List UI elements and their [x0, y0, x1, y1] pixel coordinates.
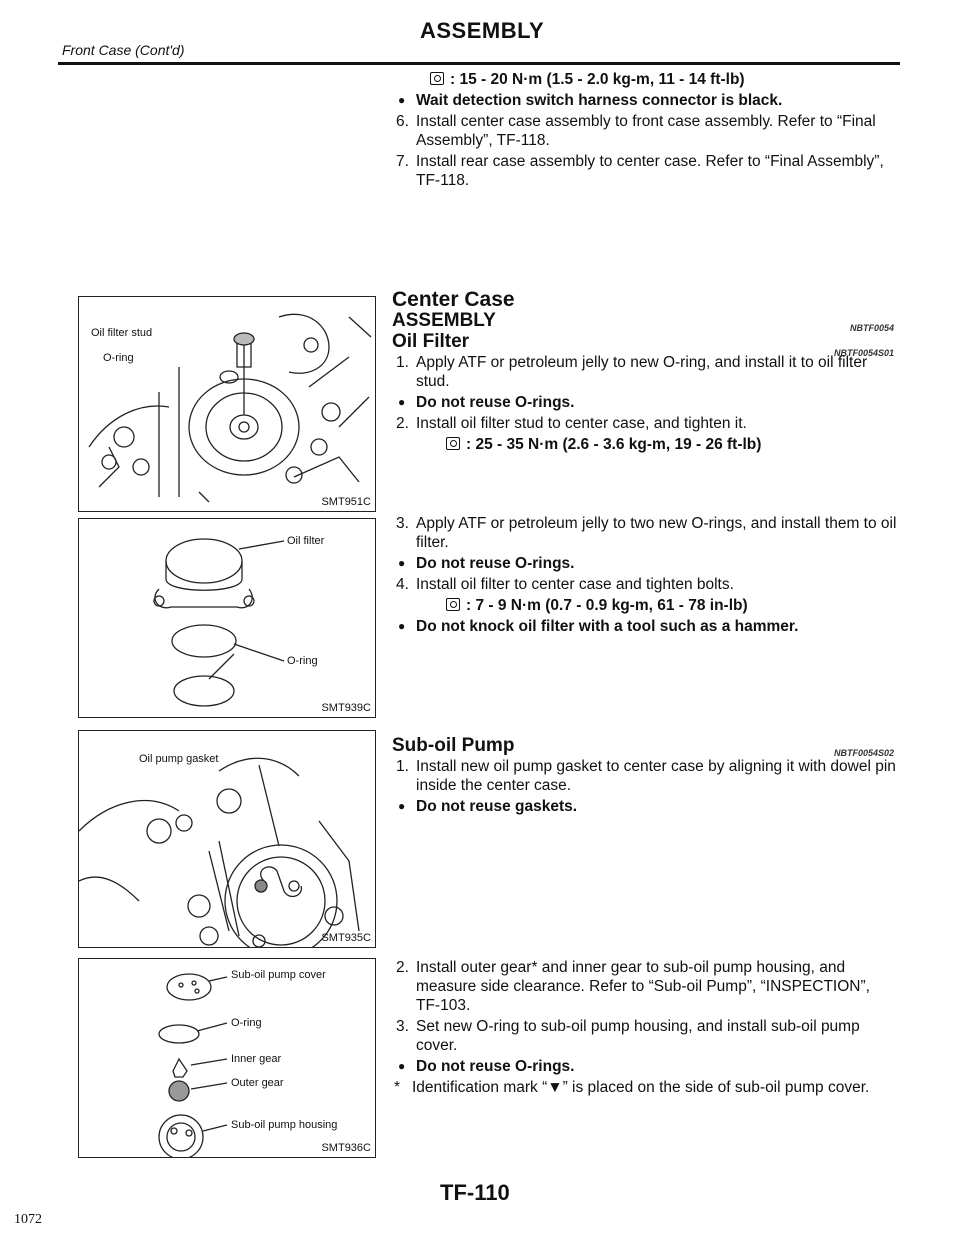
caution-bullet: ● Do not reuse O-rings. [398, 555, 575, 572]
step: 2. Install outer gear* and inner gear to sub-oil pump housing, and measure side clearance. Refer to “Sub-oil Pump”, “INSPECTION”, TF-103. [396, 959, 870, 1014]
figure-oil-pump-gasket [78, 730, 376, 948]
step: 7. Install rear case assembly to center case. Refer to “Final Assembly”, TF-118. [396, 153, 884, 189]
section-title: Center Case [392, 288, 515, 311]
label-oil-filter: Oil filter [287, 535, 325, 547]
torque-spec: : 25 - 35 N·m (2.6 - 3.6 kg-m, 19 - 26 ft-lb) [392, 435, 898, 454]
step: 3. Apply ATF or petroleum jelly to two new O-rings, and install them to oil filter. [396, 515, 897, 551]
top-block [392, 70, 898, 192]
sub-oil-pump-section [392, 736, 898, 818]
label-inner-gear: Inner gear [231, 1053, 282, 1065]
label-o-ring: O-ring [103, 352, 134, 364]
illustration-oil-filter [79, 519, 376, 718]
page-number: 1072 [14, 1212, 42, 1227]
step: 1. Install new oil pump gasket to center case by aligning it with dowel pin inside the center case. [396, 758, 896, 794]
step: 6. Install center case assembly to front case assembly. Refer to “Final Assembly”, TF-118. [396, 113, 876, 149]
label-outer-gear: Outer gear [231, 1077, 284, 1089]
label-sub-oil-pump-cover: Sub-oil pump cover [231, 969, 326, 981]
center-case-section [392, 290, 898, 456]
torque-spec: : 7 - 9 N·m (0.7 - 0.9 kg-m, 61 - 78 in-lb) [392, 596, 898, 615]
figure-ref: SMT936C [321, 1142, 371, 1154]
subsection-title: Oil Filter NBTF0054S01 [392, 331, 894, 358]
step: 2. Install oil filter stud to center case, and tighten it. [396, 415, 747, 432]
torque-wrench-icon [430, 72, 444, 85]
header-rule [58, 62, 900, 65]
footnote: * Identification mark “▼” is placed on the side of sub-oil pump cover. [394, 1079, 870, 1096]
caution-bullet: ● Wait detection switch harness connector is black. [398, 92, 783, 109]
caution-bullet: ● Do not reuse O-rings. [398, 1058, 575, 1075]
figure-oil-filter-stud [78, 296, 376, 512]
figure-ref: SMT939C [321, 702, 371, 714]
step: 1. Apply ATF or petroleum jelly to new O-ring, and install it to oil filter stud. [396, 354, 868, 390]
label-sub-oil-pump-housing: Sub-oil pump housing [231, 1119, 338, 1131]
oil-filter-steps [392, 514, 898, 638]
step: 4. Install oil filter to center case and tighten bolts. [396, 576, 734, 593]
label-o-ring: O-ring [231, 1017, 262, 1029]
running-header: Front Case (Cont'd) [62, 42, 185, 58]
figure-oil-filter [78, 518, 376, 718]
label-oil-filter-stud: Oil filter stud [91, 327, 153, 339]
figure-ref: SMT935C [321, 932, 371, 944]
label-o-ring: O-ring [287, 655, 318, 667]
page-title: ASSEMBLY [420, 18, 545, 43]
subsection-title: ASSEMBLY NBTF0054 [392, 310, 894, 333]
bolt-icon [446, 598, 460, 611]
caution-bullet: ● Do not knock oil filter with a tool such as a hammer. [398, 618, 799, 635]
illustration-oil-pump-gasket [79, 731, 376, 948]
sub-oil-pump-steps [392, 958, 898, 1099]
caution-bullet: ● Do not reuse gaskets. [398, 798, 578, 815]
label-oil-pump-gasket: Oil pump gasket [139, 753, 219, 765]
torque-wrench-icon [446, 437, 460, 450]
figure-sub-oil-pump [78, 958, 376, 1158]
step: 3. Set new O-ring to sub-oil pump housing, and install sub-oil pump cover. [396, 1018, 860, 1054]
figure-ref: SMT951C [321, 496, 371, 508]
subsection-title: Sub-oil Pump NBTF0054S02 [392, 735, 894, 758]
caution-bullet: ● Do not reuse O-rings. [398, 394, 575, 411]
page-footer-code: TF-110 [440, 1180, 510, 1205]
torque-spec: : 15 - 20 N·m (1.5 - 2.0 kg-m, 11 - 14 ft-lb) [392, 70, 898, 89]
